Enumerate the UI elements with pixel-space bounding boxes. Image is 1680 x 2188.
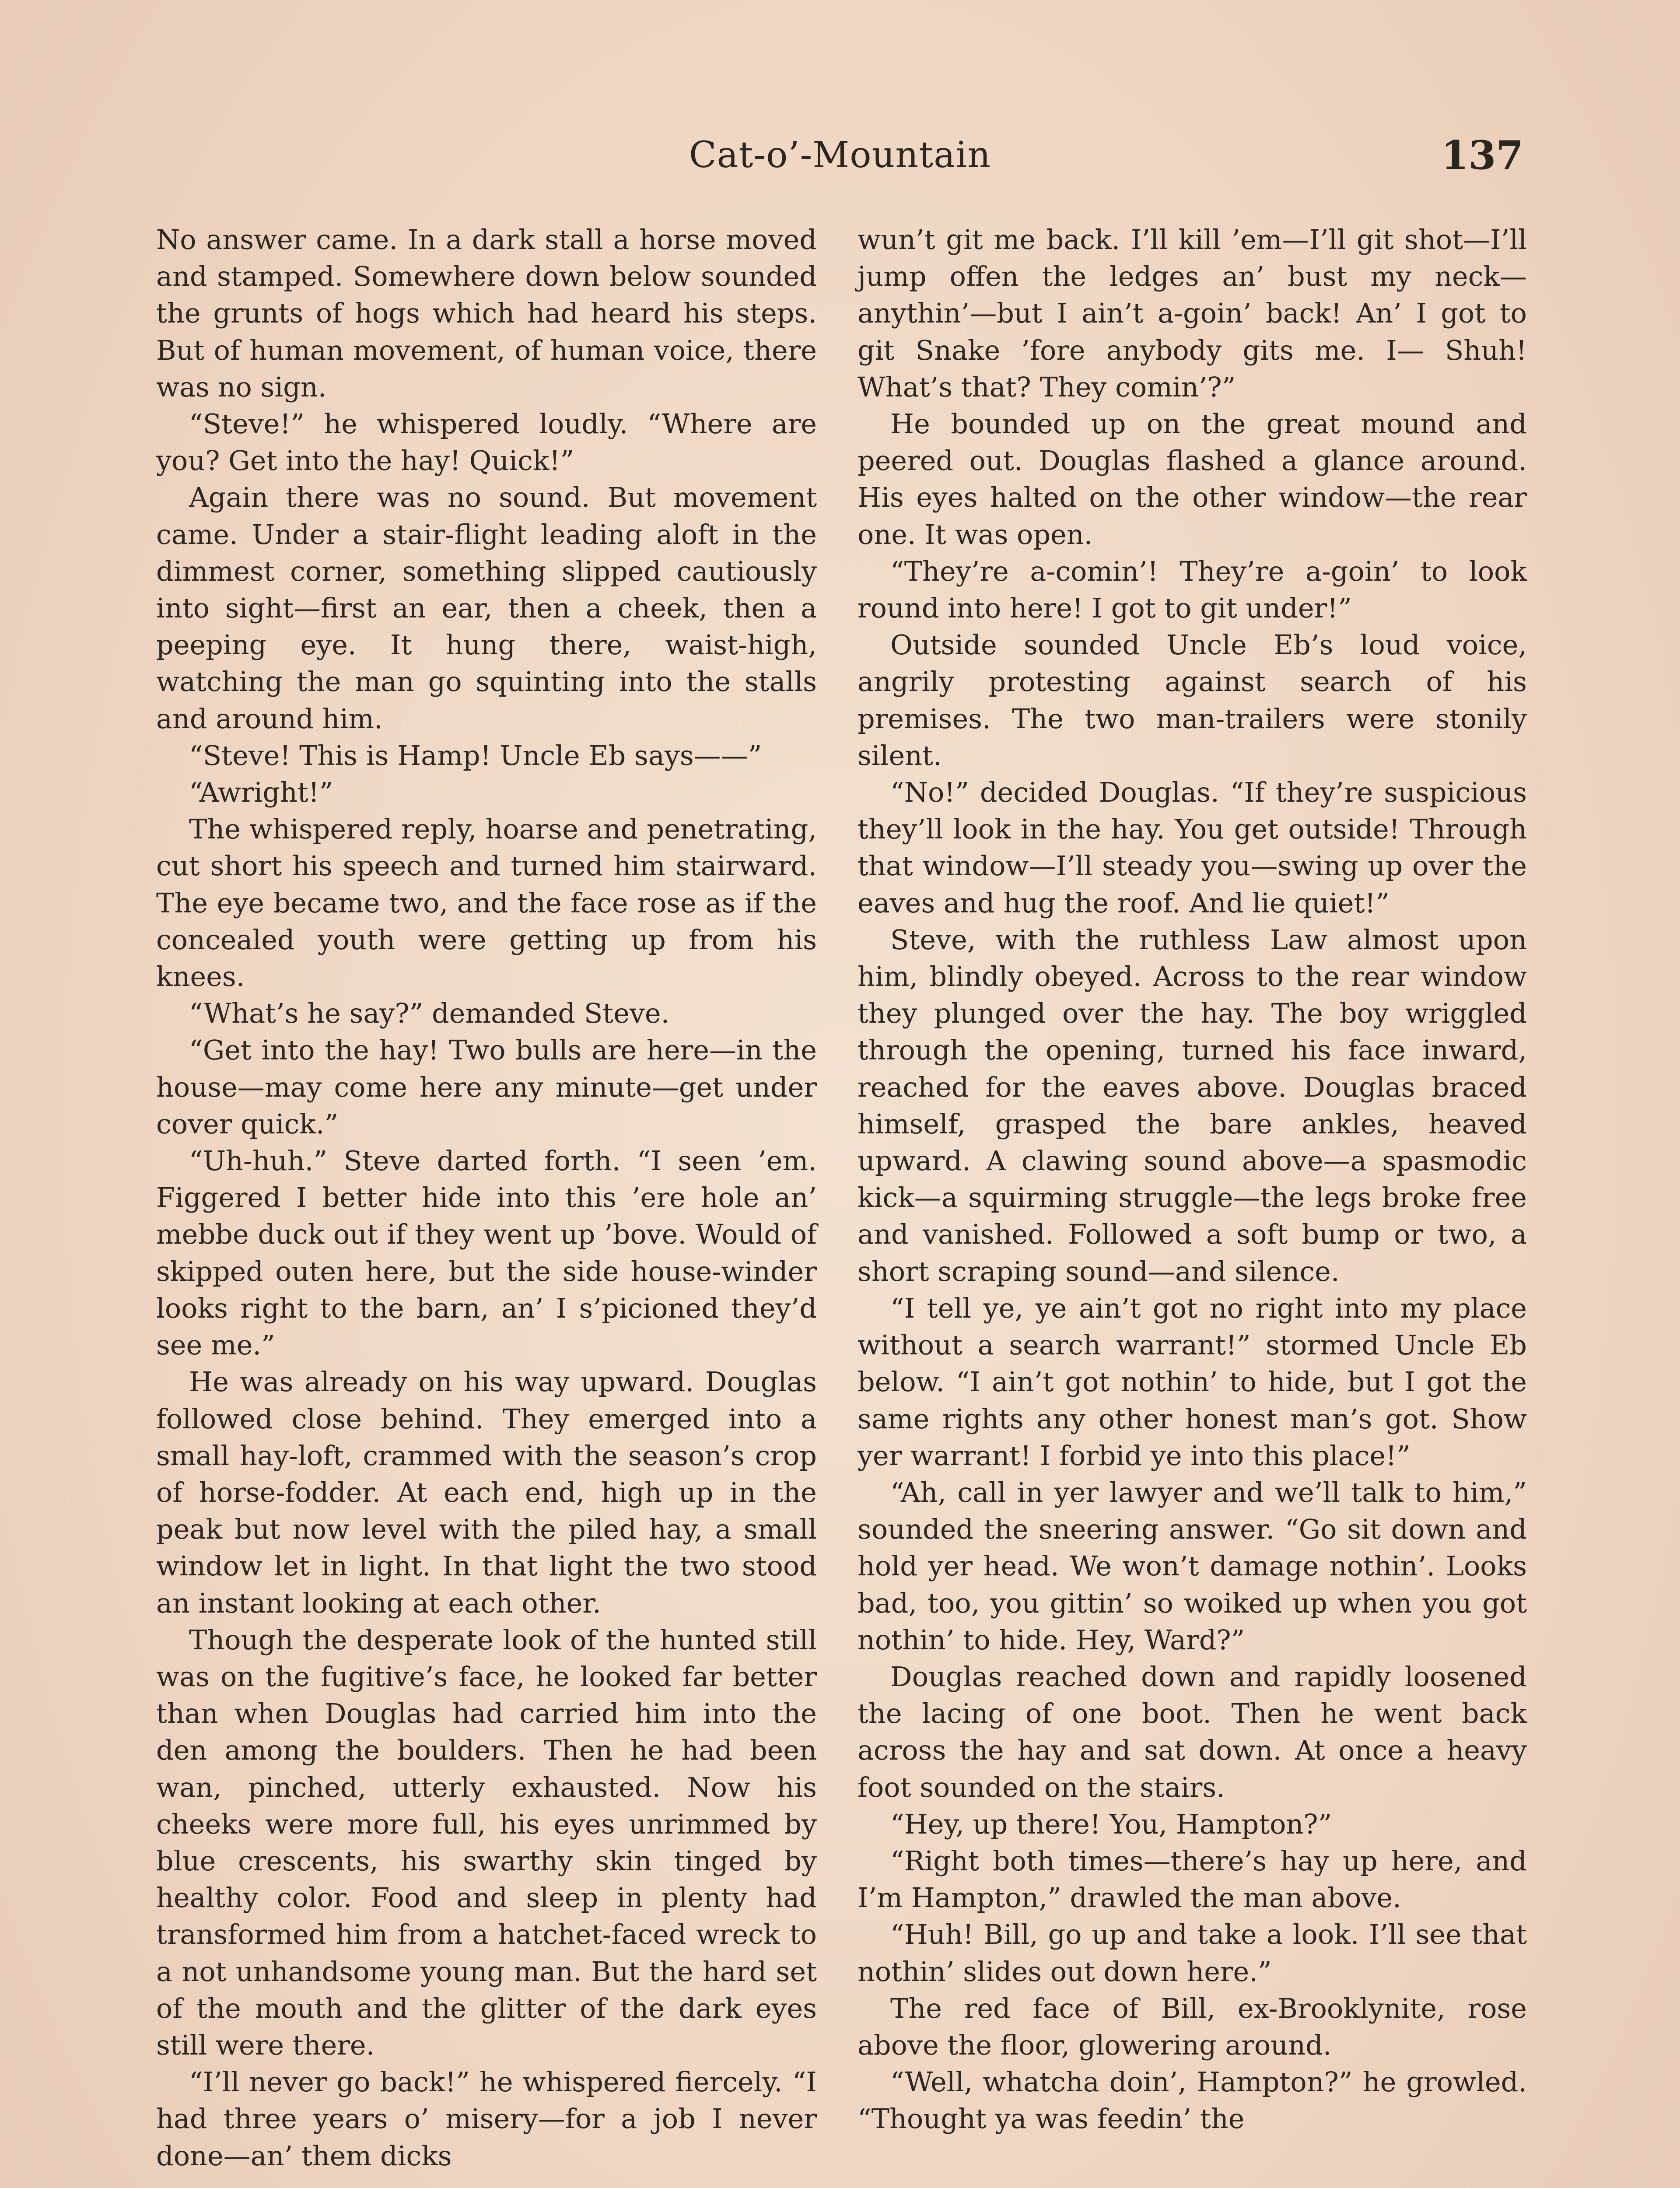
- paragraph: “What’s he say?” demanded Steve.: [189, 997, 670, 1030]
- paragraph: “Huh! Bill, go up and take a look. I’ll see that nothin’ slides out down here.”: [858, 1918, 1527, 1988]
- paragraph: “I tell ye, ye ain’t got no right into my place without a search warrant!” stormed Uncle Eb below. “I ain’t got nothin’ to hide, but I got the same rights any other honest man’s got. Show yer warrant! I forbid ye into this place!”: [858, 1292, 1527, 1472]
- paragraph: “Hey, up there! You, Hampton?”: [890, 1808, 1332, 1840]
- left-column: [156, 221, 817, 2174]
- paragraph: “No!” decided Douglas. “If they’re suspicious they’ll look in the hay. You get outside! Through that window—I’ll steady you—swing up over the eaves and hug the roof. And lie quiet!”: [858, 776, 1527, 919]
- paragraph: “Well, whatcha doin’, Hampton?” he growled. “Thought ya was feedin’ the: [858, 2066, 1527, 2135]
- paragraph: Outside sounded Uncle Eb’s loud voice, angrily protesting against search of his premises. The two man-trailers were stonily silent.: [858, 629, 1527, 771]
- paragraph: Again there was no sound. But movement came. Under a stair-flight leading aloft in the dimmest corner, something slipped cautiously into sight—first an ear, then a cheek, then a peeping eye. It hung there, waist-high, watching the man go squinting into the stalls and around him.: [156, 481, 817, 735]
- paragraph: “They’re a-comin’! They’re a-goin’ to look round into here! I got to git under!”: [858, 555, 1527, 624]
- paragraph: The whispered reply, hoarse and penetrating, cut short his speech and turned him stairward. The eye became two, and the face rose as if the concealed youth were getting up from his knees.: [156, 813, 817, 993]
- paragraph: “Right both times—there’s hay up here, and I’m Hampton,” drawled the man above.: [858, 1844, 1527, 1914]
- paragraph: He was already on his way upward. Douglas followed close behind. They emerged into a small hay-loft, crammed with the season’s crop of horse-fodder. At each end, high up in the peak but now level with the piled hay, a small window let in light. In that light the two stood an instant looking at each other.: [156, 1366, 817, 1619]
- paragraph: “Ah, call in yer lawyer and we’ll talk to him,” sounded the sneering answer. “Go sit down and hold yer head. We won’t damage nothin’. Looks bad, too, you gittin’ so woiked up when you got nothin’ to hide. Hey, Ward?”: [858, 1476, 1527, 1656]
- paragraph: wun’t git me back. I’ll kill ’em—I’ll git shot—I’ll jump offen the ledges an’ bust my neck—anythin’—but I ain’t a-goin’ back! An’ I got to git Snake ’fore anybody gits me. I— Shuh! What’s that? They comin’?”: [858, 224, 1527, 403]
- page-number: 137: [1441, 132, 1523, 179]
- paragraph: No answer came. In a dark stall a horse moved and stamped. Somewhere down below sounded the grunts of hogs which had heard his steps. But of human movement, of human voice, there was no sign.: [156, 224, 817, 403]
- paragraph: The red face of Bill, ex-Brooklynite, rose above the floor, glowering around.: [858, 1992, 1527, 2061]
- paragraph: Though the desperate look of the hunted still was on the fugitive’s face, he looked far better than when Douglas had carried him into the den among the boulders. Then he had been wan, pinched, utterly exhausted. Now his cheeks were more full, his eyes unrimmed by blue crescents, his swarthy skin tinged by healthy color. Food and sleep in plenty had transformed him from a hatchet-faced wreck to a not unhandsome young man. But the hard set of the mouth and the glitter of the dark eyes still were there.: [156, 1623, 817, 2061]
- running-title: Cat-o’-Mountain: [689, 134, 991, 176]
- paragraph: Steve, with the ruthless Law almost upon him, blindly obeyed. Across to the rear window they plunged over the hay. The boy wriggled through the opening, turned his face inward, reached for the eaves above. Douglas braced himself, grasped the bare ankles, heaved upward. A clawing sound above—a spasmodic kick—a squirming struggle—the legs broke free and vanished. Followed a soft bump or two, a short scraping sound—and silence.: [858, 923, 1527, 1287]
- paragraph: He bounded up on the great mound and peered out. Douglas flashed a glance around. His eyes halted on the other window—the rear one. It was open.: [858, 408, 1527, 551]
- right-column: [858, 221, 1527, 2138]
- running-head: [0, 131, 1680, 184]
- paragraph: Douglas reached down and rapidly loosened the lacing of one boot. Then he went back across the hay and sat down. At once a heavy foot sounded on the stairs.: [858, 1660, 1527, 1803]
- paragraph: “Uh-huh.” Steve darted forth. “I seen ’em. Figgered I better hide into this ’ere hole an’ mebbe duck out if they went up ’bove. Would of skipped outen here, but the side house-winder looks right to the barn, an’ I s’picioned they’d see me.”: [156, 1145, 817, 1361]
- paragraph: “Get into the hay! Two bulls are here—in the house—may come here any minute—get under cover quick.”: [156, 1034, 817, 1140]
- paragraph: “I’ll never go back!” he whispered fiercely. “I had three years o’ misery—for a job I never done—an’ them dicks: [156, 2066, 817, 2172]
- paragraph: “Steve!” he whispered loudly. “Where are you? Get into the hay! Quick!”: [156, 408, 817, 477]
- paragraph: “Awright!”: [189, 776, 333, 809]
- paragraph: “Steve! This is Hamp! Uncle Eb says——”: [189, 739, 762, 771]
